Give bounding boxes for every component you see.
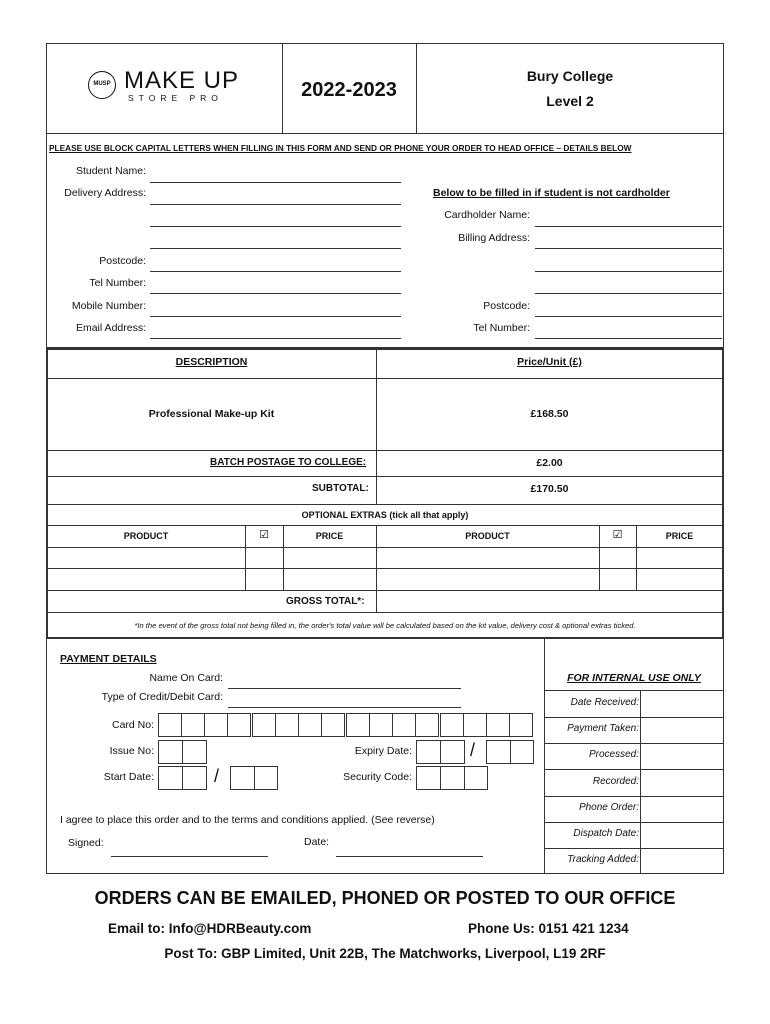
cardholder-heading: Below to be filled in if student is not cardholder [433,187,670,199]
student-tel-input[interactable] [150,293,401,294]
security-digit-box-2[interactable] [440,766,465,790]
delivery-address-input-1[interactable] [150,204,401,205]
extras-line-1 [47,525,723,526]
internal-row-label: Processed: [588,749,639,760]
order-row-line-2 [47,450,723,451]
postage-label: BATCH POSTAGE TO COLLEGE: [210,457,367,468]
start-year-box-1[interactable] [230,766,255,790]
extras-product-header-right: PRODUCT [465,531,510,541]
footer-phone[interactable]: Phone Us: 0151 421 1234 [468,921,629,936]
card-digit-box[interactable] [415,713,439,737]
cardholder-postcode-input[interactable] [535,316,722,317]
student-name-label: Student Name: [75,165,146,177]
agreement-text: I agree to place this order and to the terms and conditions applied. (See reverse) [60,814,435,826]
internal-row-date-received [545,690,723,718]
brand-sub: STORE PRO [128,93,223,103]
card-digit-box[interactable] [486,713,510,737]
student-name-input[interactable] [150,182,401,183]
card-digit-box[interactable] [298,713,322,737]
card-digit-box[interactable] [463,713,487,737]
logo-badge-icon [88,71,116,99]
delivery-address-input-2[interactable] [150,226,401,227]
extras-product-header-left: PRODUCT [123,531,169,541]
brand-logo [88,67,258,106]
price-header: Price/Unit (£) [517,356,582,368]
order-row-line-4 [47,504,723,505]
internal-row-recorded [545,769,723,797]
extras-tick-cell-1[interactable] [246,548,283,568]
gross-total-input[interactable] [377,591,723,612]
billing-address-input-1[interactable] [535,248,722,249]
internal-use-heading: FOR INTERNAL USE ONLY [567,672,701,684]
footer-email[interactable]: Email to: Info@HDRBeauty.com [108,921,312,936]
extras-tick-header-right: ☑ [612,529,623,541]
start-month-box-2[interactable] [182,766,207,790]
signature-input[interactable] [111,856,268,857]
extras-price-header-right: PRICE [665,531,694,541]
internal-row-label: Recorded: [592,776,639,787]
cardholder-tel-label: Tel Number: [473,322,530,334]
description-header: DESCRIPTION [175,356,248,368]
signed-label: Signed: [68,837,104,849]
start-slash: / [214,766,220,786]
internal-row-phone-order [545,796,723,823]
payment-heading: PAYMENT DETAILS [60,653,157,665]
level-label: Level 2 [546,93,594,109]
brand-main: MAKE UP [124,67,240,94]
billing-address-input-3[interactable] [535,293,722,294]
internal-row-payment-taken [545,717,723,744]
security-digit-box-1[interactable] [416,766,441,790]
internal-row-label: Payment Taken: [567,723,639,734]
billing-address-input-2[interactable] [535,271,722,272]
delivery-address-input-3[interactable] [150,248,401,249]
internal-row-dispatch-date [545,822,723,849]
card-digit-box[interactable] [346,713,370,737]
extras-title: OPTIONAL EXTRAS (tick all that apply) [301,510,469,520]
subtotal-label: SUBTOTAL: [312,483,369,494]
card-number-label: Card No: [111,719,154,731]
extras-tick-cell-4[interactable] [600,569,636,590]
security-code-label: Security Code: [343,771,412,783]
internal-rows [545,690,723,874]
postage-price: £2.00 [536,457,563,469]
card-digit-box[interactable] [252,713,276,737]
internal-row-processed [545,743,723,770]
card-digit-box[interactable] [158,713,182,737]
kit-price: £168.50 [530,408,569,420]
extras-price-header-left: PRICE [315,531,344,541]
card-digit-box[interactable] [369,713,393,737]
subtotal-price: £170.50 [530,483,569,495]
card-digit-box[interactable] [392,713,416,737]
expiry-year-box-2[interactable] [510,740,534,764]
gross-total-label: GROSS TOTAL*: [286,596,365,607]
internal-row-label: Dispatch Date: [573,828,639,839]
extras-tick-header-left: ☑ [259,529,269,541]
footer-headline: ORDERS CAN BE EMAILED, PHONED OR POSTED TO OUR OFFICE [94,888,676,908]
student-postcode-label: Postcode: [99,255,146,267]
kit-description: Professional Make-up Kit [148,408,275,420]
card-type-label: Type of Credit/Debit Card: [101,691,223,703]
issue-number-label: Issue No: [109,745,154,757]
cardholder-postcode-label: Postcode: [483,300,530,312]
logo-badge-text: MUSP [93,81,111,87]
gross-total-footnote: *In the event of the gross total not being filled in, the order's total value will be calculated based on the kit value, delivery cost & optional extras ticked. [134,621,636,630]
internal-row-label: Phone Order: [578,802,639,813]
instructions-text: PLEASE USE BLOCK CAPITAL LETTERS WHEN FILLING IN THIS FORM AND SEND OR PHONE YOUR ORDER TO HEAD OFFICE – DETAILS BELOW [49,143,632,153]
expiry-slash: / [470,740,476,760]
expiry-month-box-1[interactable] [416,740,441,764]
start-year-box-2[interactable] [254,766,278,790]
header-divider-2 [416,43,417,134]
cardholder-tel-input[interactable] [535,338,722,339]
email-input[interactable] [150,338,401,339]
student-tel-label: Tel Number: [89,277,146,289]
card-digit-box[interactable] [204,713,228,737]
sign-date-input[interactable] [336,856,483,857]
internal-row-tracking-added [545,848,723,874]
year-range: 2022-2023 [301,79,397,101]
cardholder-name-input[interactable] [535,226,722,227]
mobile-label: Mobile Number: [71,300,146,312]
student-postcode-input[interactable] [150,271,401,272]
expiry-month-box-2[interactable] [440,740,465,764]
billing-address-label: Billing Address: [458,232,530,244]
order-col-divider [376,349,377,504]
internal-row-label: Date Received: [570,697,639,708]
card-digit-box[interactable] [181,713,205,737]
start-date-label: Start Date: [103,771,154,783]
sign-date-label: Date: [304,836,330,848]
cardholder-name-label: Cardholder Name: [444,209,530,221]
extras-tick-cell-2[interactable] [246,569,283,590]
card-digit-box[interactable] [321,713,345,737]
card-number-boxes [158,713,533,737]
card-digit-box[interactable] [275,713,299,737]
delivery-address-label: Delivery Address: [64,187,146,199]
issue-digit-box-1[interactable] [158,740,183,764]
email-label: Email Address: [75,322,146,334]
order-row-line-1 [47,378,723,379]
order-row-line-3 [47,476,723,477]
card-digit-box[interactable] [440,713,464,737]
start-month-box-1[interactable] [158,766,183,790]
expiry-date-label: Expiry Date: [354,745,412,757]
card-type-input[interactable] [228,707,461,708]
internal-row-label: Tracking Added: [567,854,639,865]
extras-line-5 [47,612,723,613]
expiry-year-box-1[interactable] [486,740,511,764]
footer-post-address: Post To: GBP Limited, Unit 22B, The Matchworks, Liverpool, L19 2RF [164,946,606,961]
security-digit-box-3[interactable] [464,766,488,790]
college-name: Bury College [526,68,614,84]
name-on-card-label: Name On Card: [149,672,223,684]
card-digit-box[interactable] [509,713,533,737]
issue-digit-box-2[interactable] [182,740,207,764]
card-digit-box[interactable] [227,713,251,737]
mobile-input[interactable] [150,316,401,317]
extras-tick-cell-3[interactable] [600,548,636,568]
name-on-card-input[interactable] [228,688,461,689]
